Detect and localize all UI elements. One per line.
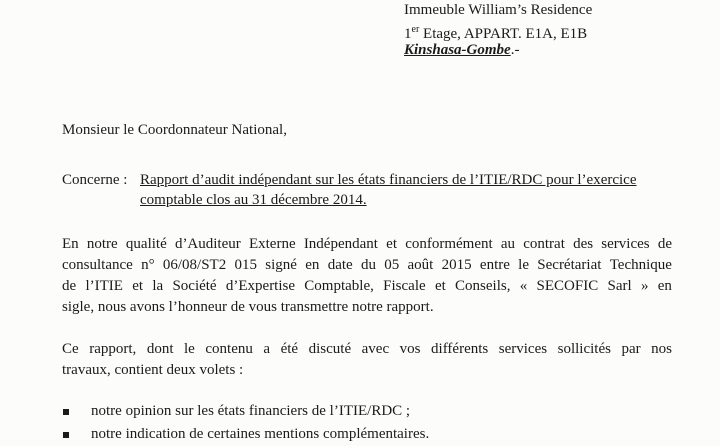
paragraph-1-line-4: sigle, nous avons l’honneur de vous transmettre notre rapport. xyxy=(62,299,434,315)
bullet-item-text: notre opinion sur les états financiers de l’ITIE/RDC ; xyxy=(91,403,411,419)
address-city-suffix: .- xyxy=(510,42,520,58)
address-floor-suffix: er xyxy=(411,24,420,35)
paragraph-2 xyxy=(62,339,672,381)
bullet-list xyxy=(62,400,429,446)
salutation: Monsieur le Coordonnateur National, xyxy=(62,122,287,138)
paragraph-1 xyxy=(62,234,672,318)
bullet-item xyxy=(62,400,429,423)
address-line-1: Immeuble William’s Residence xyxy=(404,2,593,18)
subject-text xyxy=(140,170,674,210)
address-city: Kinshasa-Gombe xyxy=(404,42,511,58)
paragraph-1-line-1: En notre qualité d’Auditeur Externe Indépendant et conformément au contrat des services de xyxy=(62,236,672,252)
address-floor-number: 1 xyxy=(404,26,412,42)
paragraph-2-line-1: Ce rapport, dont le contenu a été discuté avec vos différents services sollicités par nos xyxy=(62,341,672,357)
paragraph-1-line-3: de l’ITIE et la Société d’Expertise Comptable, Fiscale et Conseils, « SECOFIC Sarl » en xyxy=(62,278,672,294)
address-line-3 xyxy=(404,40,592,60)
square-bullet-icon xyxy=(63,432,69,438)
address-line-2 xyxy=(404,20,592,40)
subject-label: Concerne : xyxy=(62,172,128,188)
recipient-address xyxy=(404,0,592,60)
square-bullet-icon xyxy=(63,409,69,415)
paragraph-1-line-2: consultance n° 06/08/ST2 015 signé en date du 05 août 2015 entre le Secrétariat Technique xyxy=(62,257,672,273)
subject-line-2: comptable clos au 31 décembre 2014. xyxy=(140,192,367,208)
bullet-item xyxy=(62,423,429,446)
subject-line-1: Rapport d’audit indépendant sur les états financiers de l’ITIE/RDC pour l’exercice xyxy=(140,172,637,188)
address-floor-rest: Etage, APPART. E1A, E1B xyxy=(419,26,588,42)
bullet-item-text: notre indication de certaines mentions complémentaires. xyxy=(91,426,430,442)
paragraph-2-line-2: travaux, contient deux volets : xyxy=(62,362,244,378)
